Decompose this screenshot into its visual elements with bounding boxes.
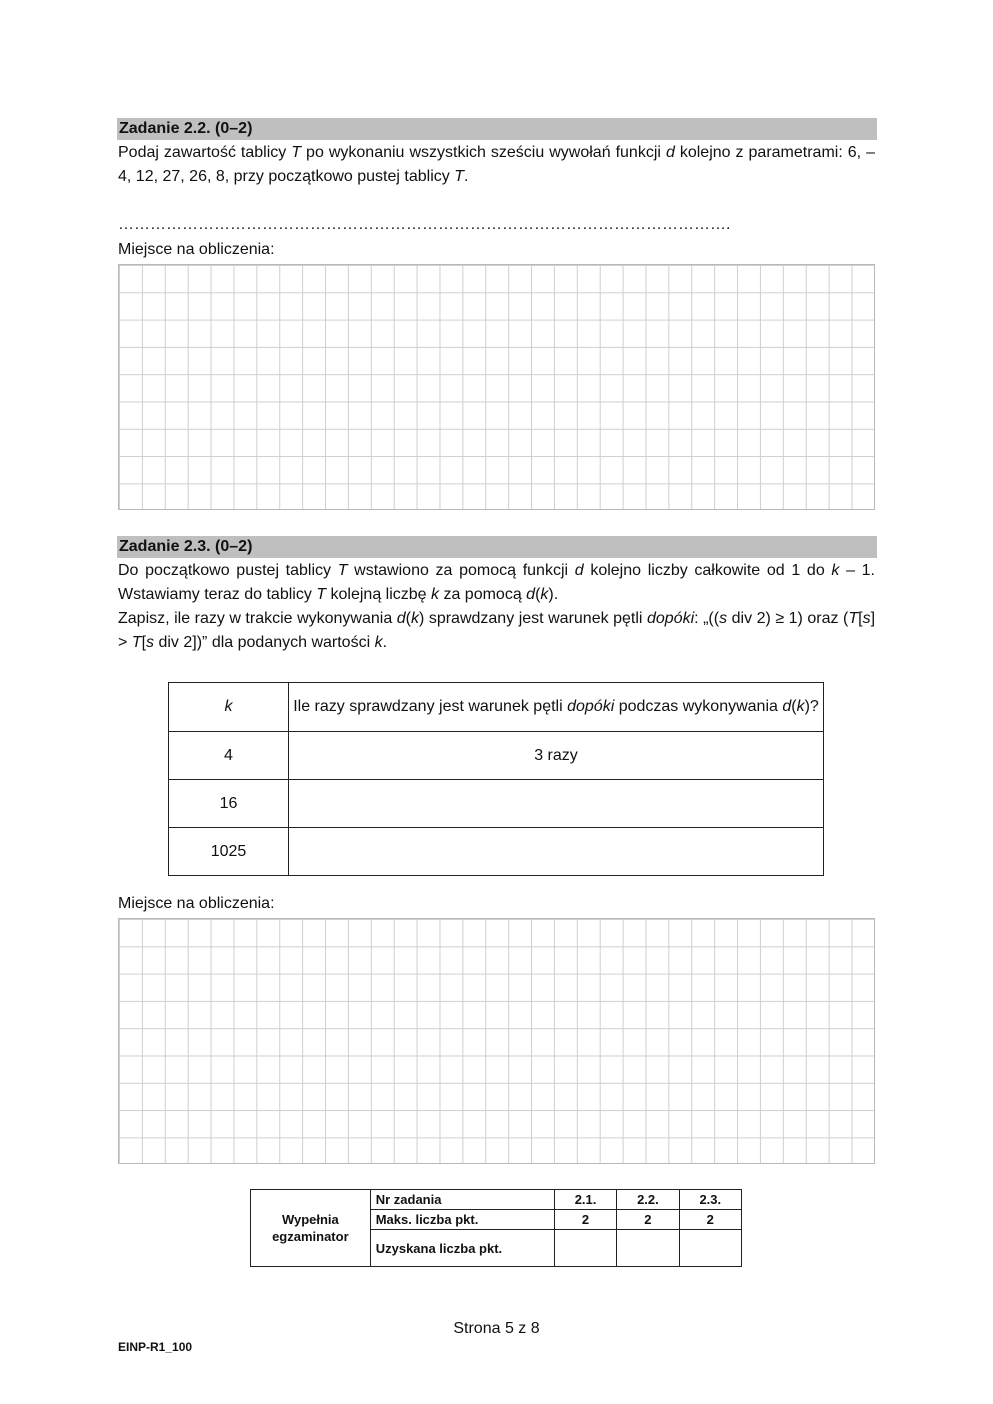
task-2-3-heading: Zadanie 2.3. (0–2): [117, 536, 877, 558]
row-label: Nr zadania: [370, 1190, 554, 1210]
task-2-3-paragraph-1: Do początkowo pustej tablicy T wstawiono za pomocą funkcji d kolejno liczby całkowite od 1 do k – 1. Wstawiamy teraz do tablicy T kolejną liczbę k za pomocą d(k).: [118, 562, 876, 603]
k-value: 4: [169, 732, 289, 780]
col-header-count: Ile razy sprawdzany jest warunek pętli dopóki podczas wykonywania d(k)?: [289, 683, 824, 732]
task-number: 2.1.: [554, 1190, 616, 1210]
calculation-grid[interactable]: [118, 264, 875, 510]
max-points: 2: [679, 1210, 741, 1230]
score-table: [250, 1189, 742, 1267]
calc-label: Miejsce na obliczenia:: [118, 895, 275, 912]
page-number: Strona 5 z 8: [453, 1320, 540, 1337]
table-header-row: [169, 683, 824, 732]
answer-table: [168, 682, 824, 876]
table-row: [169, 828, 824, 876]
calc-label: Miejsce na obliczenia:: [118, 241, 275, 258]
task-2-2-text: Podaj zawartość tablicy T po wykonaniu wszystkich sześciu wywołań funkcji d kolejno z parametrami: 6, –4, 12, 27, 26, 8, przy początkowo pustej tablicy T.: [118, 144, 876, 185]
answer-cell[interactable]: [289, 780, 824, 828]
row-label: Uzyskana liczba pkt.: [370, 1230, 554, 1267]
k-value: 16: [169, 780, 289, 828]
max-points: 2: [617, 1210, 679, 1230]
task-2-2-heading: Zadanie 2.2. (0–2): [117, 118, 877, 140]
table-row: [169, 732, 824, 780]
k-value: 1025: [169, 828, 289, 876]
max-points: 2: [554, 1210, 616, 1230]
obtained-points-cell[interactable]: [554, 1230, 616, 1267]
calculation-grid[interactable]: [118, 918, 875, 1164]
col-header-k: k: [169, 683, 289, 732]
task-2-3-paragraph-2: Zapisz, ile razy w trakcie wykonywania d(k) sprawdzany jest warunek pętli dopóki: „((s div 2) ≥ 1) oraz (T[s] > T[s div 2])” dla podanych wartości k.: [118, 610, 876, 651]
task-number: 2.3.: [679, 1190, 741, 1210]
table-row: [169, 780, 824, 828]
task-number: 2.2.: [617, 1190, 679, 1210]
obtained-points-cell[interactable]: [617, 1230, 679, 1267]
filler-label: Wypełnia egzaminator: [251, 1190, 371, 1267]
answer-line[interactable]: …………………………………………………………………………………………………….: [118, 216, 731, 233]
answer-cell[interactable]: [289, 828, 824, 876]
score-row-tasks: [251, 1190, 742, 1210]
exam-code: EINP-R1_100: [118, 1340, 193, 1354]
row-label: Maks. liczba pkt.: [370, 1210, 554, 1230]
answer-cell: 3 razy: [289, 732, 824, 780]
obtained-points-cell[interactable]: [679, 1230, 741, 1267]
